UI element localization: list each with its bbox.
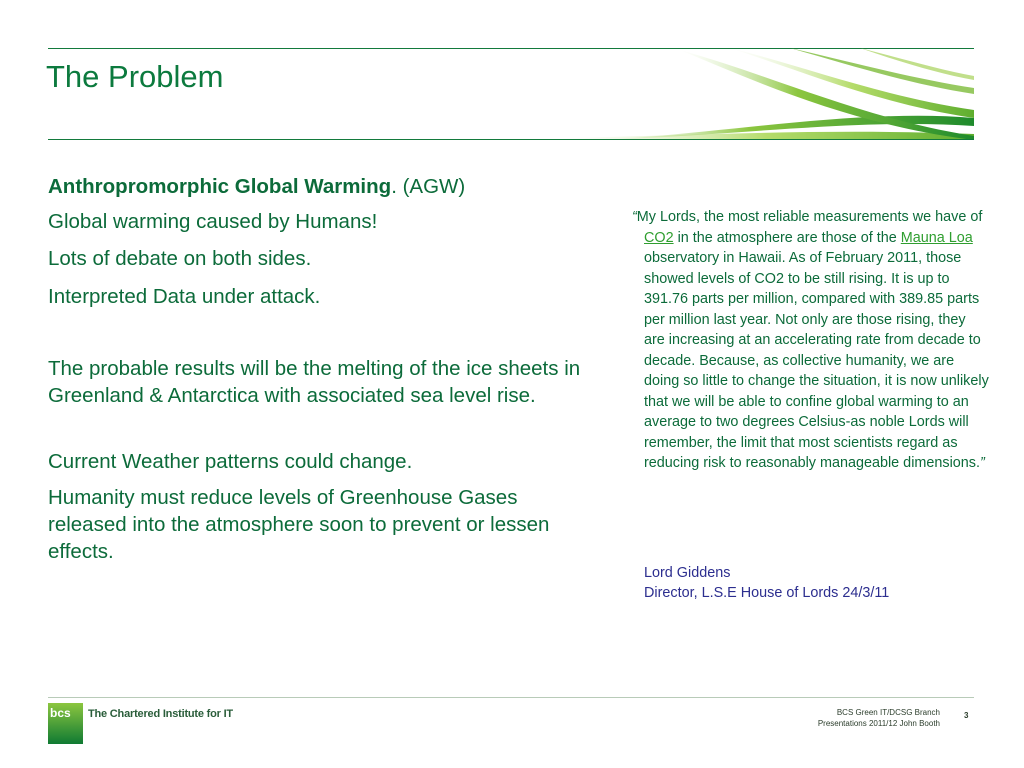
footer-rule xyxy=(48,697,974,698)
giddens-quote xyxy=(632,207,990,474)
footer-presentations: Presentations 2011/12 John Booth xyxy=(817,719,940,728)
agw-heading xyxy=(48,173,465,200)
bullet-data-attack: Interpreted Data under attack. xyxy=(48,285,321,308)
attribution-title: Director, L.S.E House of Lords 24/3/11 xyxy=(644,585,890,601)
bullet-debate: Lots of debate on both sides. xyxy=(48,247,312,270)
page-number: 3 xyxy=(964,711,969,720)
title-underline-rule xyxy=(48,139,974,140)
paragraph-ice-sheets: The probable results will be the melting of the ice sheets in Greenland & Antarctica with associated sea level rise. xyxy=(48,357,581,407)
quote-close-mark: ” xyxy=(979,455,985,471)
quote-text-part1: My Lords, the most reliable measurements we have of xyxy=(636,209,983,225)
agw-heading-bold: Anthropromorphic Global Warming xyxy=(48,175,392,198)
bcs-logo-letters: bcs xyxy=(50,706,71,720)
quote-text-part3: observatory in Hawaii. As of February 2011, those showed levels of CO2 to be still rising. It is up to 391.76 parts per million, compared with 389.85 parts per million last year. Not only are those rising, they are increasing at an accelerating rate from decade to decade. Because, as collective humanity, we are doing so little to change the situation, it is now unlikely that we will be able to confine global warming to an average to two degrees Celsius-as noble Lords will remember, the limit that most scientists regard as reducing risk to reasonably manageable dimensions. xyxy=(644,250,989,471)
co2-link[interactable]: CO2 xyxy=(644,229,674,246)
attribution-author: Lord Giddens xyxy=(644,565,731,581)
decorative-green-swoosh xyxy=(560,48,974,140)
bullet-humans: Global warming caused by Humans! xyxy=(48,210,378,233)
quote-text-part2: in the atmosphere are those of the xyxy=(673,229,901,246)
paragraph-reduce-gases: Humanity must reduce levels of Greenhouse Gases released into the atmosphere soon to prevent or lessen effects. xyxy=(48,486,550,563)
paragraph-weather: Current Weather patterns could change. xyxy=(48,450,413,473)
quote-attribution xyxy=(644,563,889,603)
footer-credits xyxy=(818,707,940,729)
agw-heading-suffix: . (AGW) xyxy=(391,175,466,198)
footer-branch: BCS Green IT/DCSG Branch xyxy=(836,708,940,717)
quote-open-mark: “ xyxy=(632,209,637,225)
bcs-logo xyxy=(48,703,83,744)
mauna-loa-link[interactable]: Mauna Loa xyxy=(900,229,973,246)
slide-title: The Problem xyxy=(46,59,224,94)
org-name: The Chartered Institute for IT xyxy=(88,708,233,720)
